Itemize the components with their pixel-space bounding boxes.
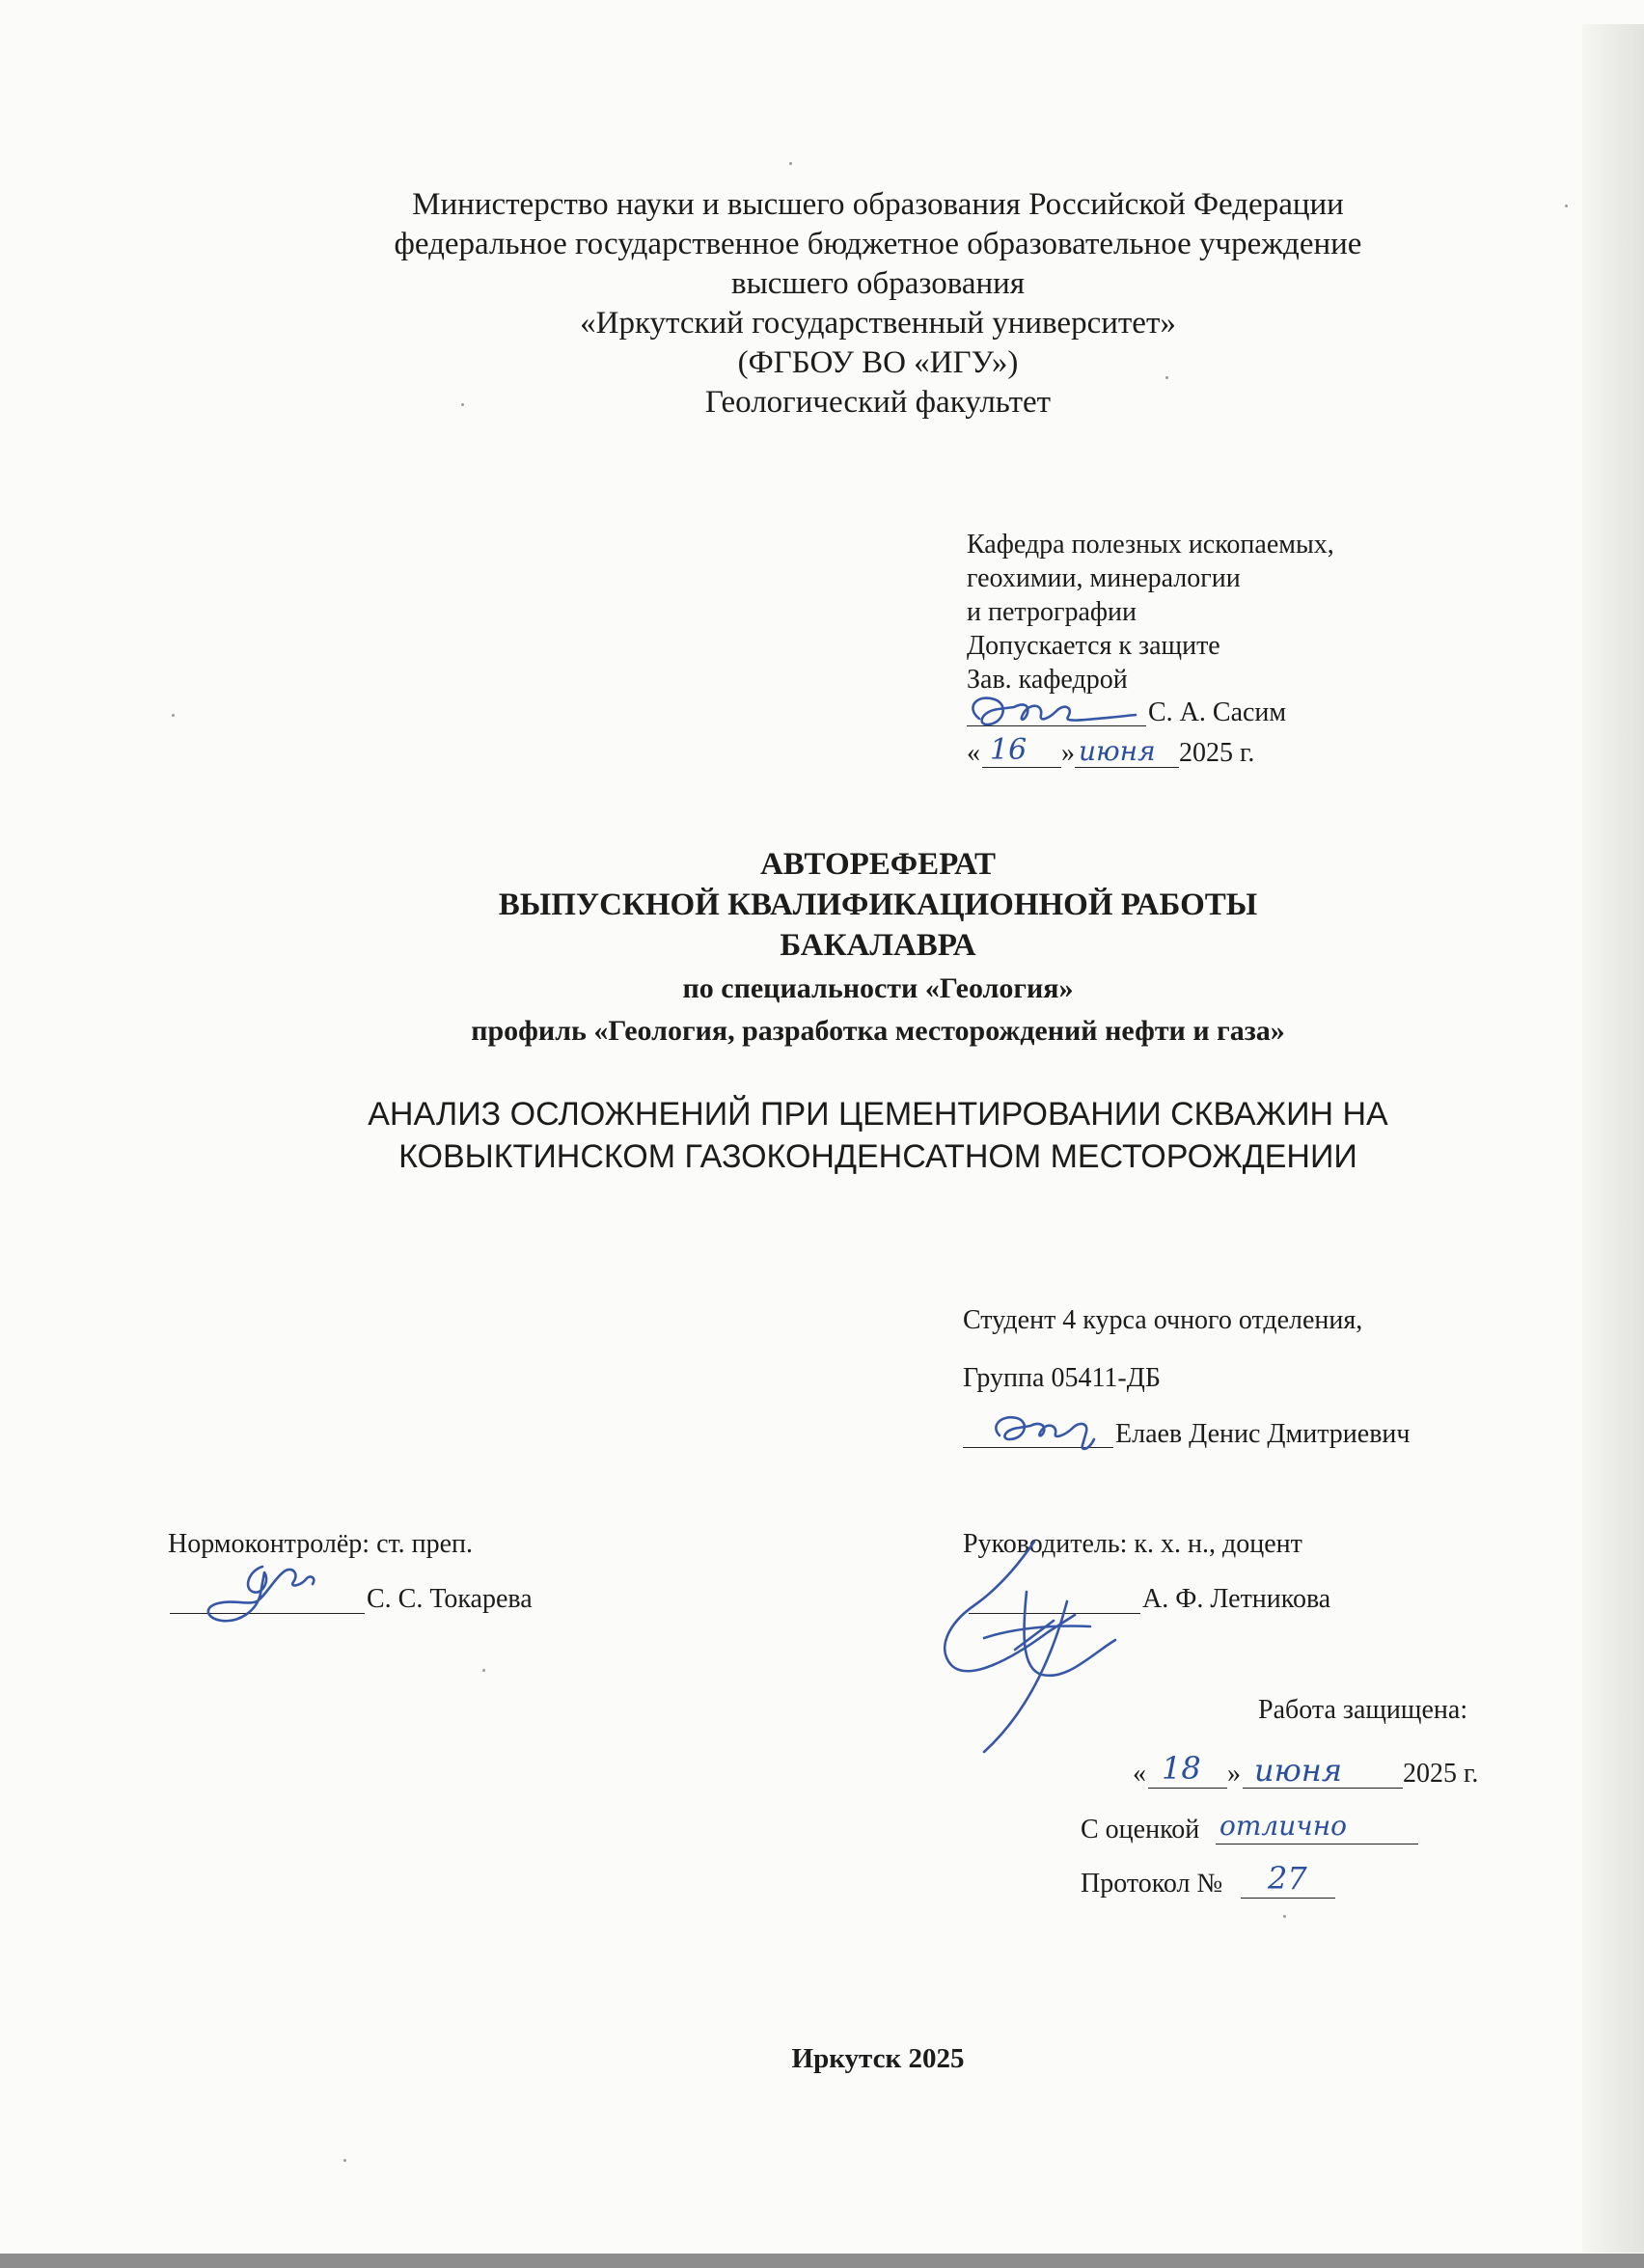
scan-bottom-border (0, 2254, 1644, 2268)
normcontrol-name: С. С. Токарева (367, 1584, 533, 1614)
approval-date-close-quote: » (1061, 738, 1075, 768)
scan-speck (1283, 1915, 1286, 1918)
defense-year: 2025 г. (1403, 1759, 1479, 1789)
scan-speck (789, 162, 792, 165)
defense-day-handwritten: 18 (1162, 1750, 1201, 1787)
thesis-topic-line-1: АНАЛИЗ ОСЛОЖНЕНИЙ ПРИ ЦЕМЕНТИРОВАНИИ СКВАЖИН НА (368, 1096, 1388, 1133)
head-signature (960, 690, 1153, 736)
head-of-department-label: Зав. кафедрой (967, 665, 1128, 695)
defense-date-open-quote: « (1133, 1759, 1146, 1789)
scan-speck (482, 1669, 485, 1672)
department-line-1: Кафедра полезных ископаемых, (967, 530, 1334, 560)
student-name: Елаев Денис Дмитриевич (1115, 1419, 1411, 1449)
scan-speck (172, 714, 175, 717)
profile-line: профиль «Геология, разработка месторождений нефти и газа» (471, 1015, 1285, 1047)
approval-day-line (982, 767, 1061, 768)
defense-day-line (1148, 1788, 1227, 1789)
student-signature (986, 1408, 1121, 1453)
approval-date-open-quote: « (967, 738, 980, 768)
student-group: Группа 05411-ДБ (963, 1363, 1161, 1393)
doc-type-title: АВТОРЕФЕРАТ (759, 847, 997, 882)
degree-title: БАКАЛАВРА (780, 928, 976, 963)
student-course: Студент 4 курса очного отделения, (963, 1305, 1363, 1335)
institution-type-line: федеральное государственное бюджетное образовательное учреждение (394, 227, 1362, 261)
department-line-2: геохимии, минералогии (967, 563, 1241, 593)
education-level-line: высшего образования (731, 266, 1025, 301)
supervisor-signature (926, 1534, 1138, 1765)
approval-year: 2025 г. (1179, 738, 1255, 768)
approval-month-handwritten: июня (1079, 735, 1156, 767)
thesis-topic-line-2: КОВЫКТИНСКОМ ГАЗОКОНДЕНСАТНОМ МЕСТОРОЖДЕНИИ (398, 1138, 1357, 1175)
defense-date-close-quote: » (1227, 1759, 1241, 1789)
department-line-3: и петрографии (967, 597, 1137, 627)
city-year: Иркутск 2025 (791, 2043, 965, 2074)
head-name: С. А. Сасим (1148, 697, 1287, 727)
supervisor-label: Руководитель: к. х. н., доцент (963, 1529, 1302, 1559)
work-type-title: ВЫПУСКНОЙ КВАЛИФИКАЦИОННОЙ РАБОТЫ (498, 888, 1258, 922)
specialty-line: по специальности «Геология» (682, 972, 1074, 1004)
grade-label: С оценкой (1081, 1815, 1200, 1844)
normcontrol-label: Нормоконтролёр: ст. преп. (168, 1529, 474, 1559)
defense-month-handwritten: июня (1254, 1752, 1343, 1789)
approval-day-handwritten: 16 (990, 733, 1028, 767)
university-abbr-line: (ФГБОУ ВО «ИГУ») (737, 345, 1019, 380)
defense-label: Работа защищена: (1258, 1695, 1468, 1725)
ministry-line: Министерство науки и высшего образования Российской Федерации (412, 187, 1344, 222)
grade-handwritten: отлично (1219, 1810, 1347, 1842)
approval-month-line (1075, 767, 1179, 768)
scan-speck (343, 2159, 346, 2162)
admitted-to-defense: Допускается к защите (967, 631, 1220, 661)
faculty-line: Геологический факультет (704, 385, 1052, 420)
protocol-line (1241, 1898, 1335, 1899)
protocol-label: Протокол № (1081, 1869, 1223, 1899)
protocol-handwritten: 27 (1268, 1860, 1307, 1897)
normcontrol-signature (193, 1555, 367, 1623)
university-name-line: «Иркутский государственный университет» (580, 306, 1176, 341)
supervisor-name: А. Ф. Летникова (1142, 1584, 1331, 1614)
